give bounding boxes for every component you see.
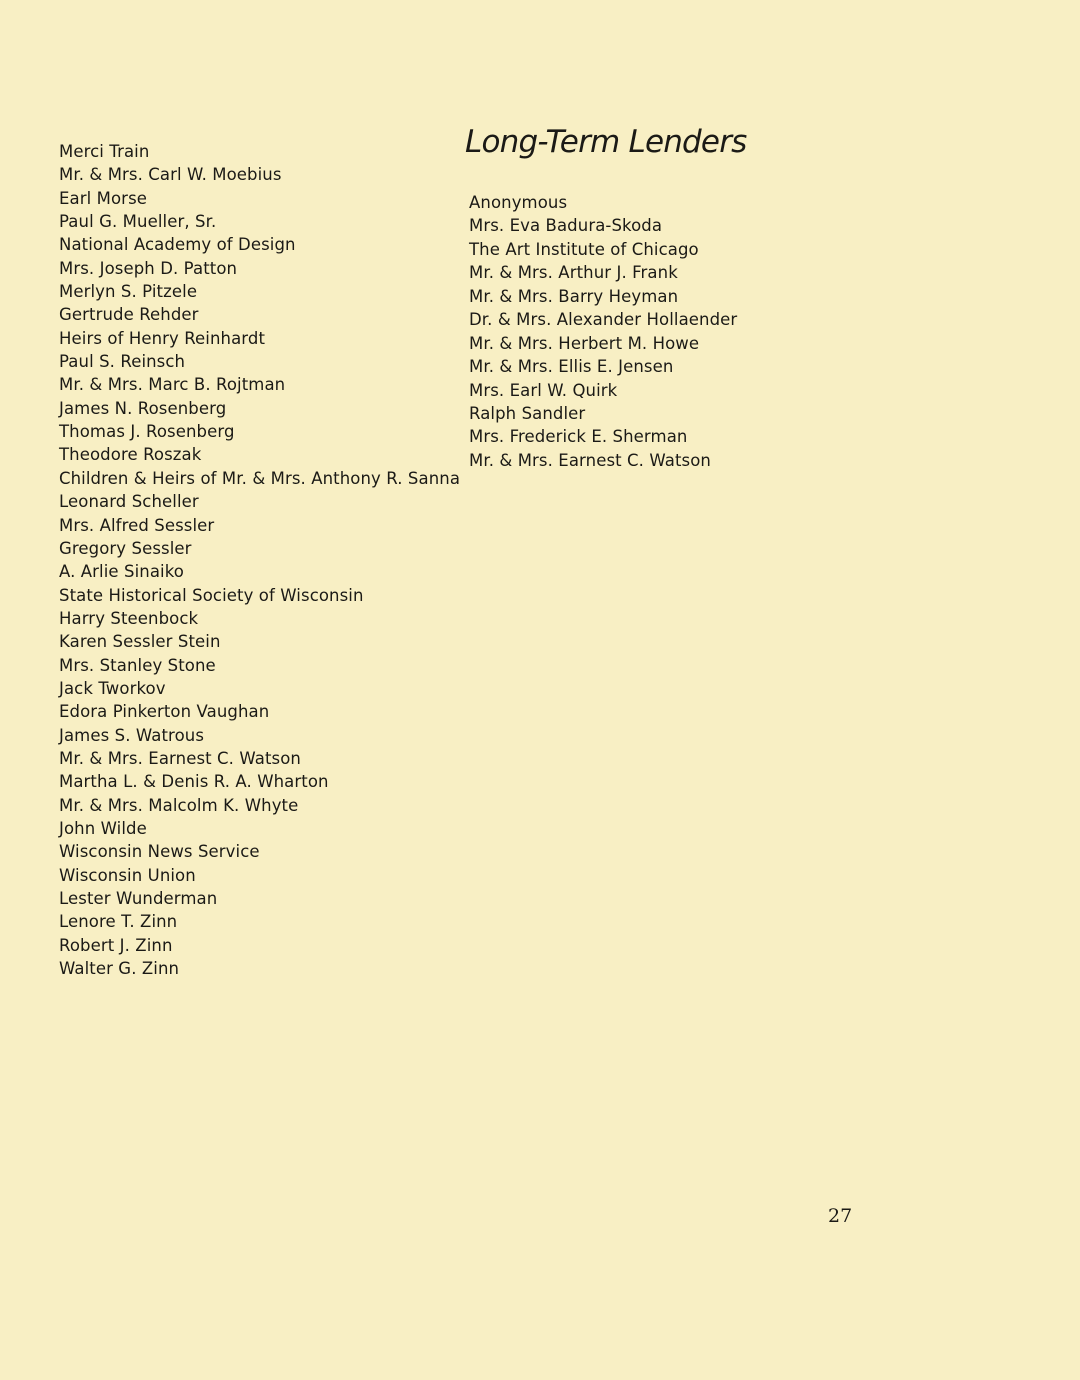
- lender-name: The Art Institute of Chicago: [469, 239, 699, 259]
- donor-name: Karen Sessler Stein: [59, 632, 221, 652]
- lender-name: Mr. & Mrs. Earnest C. Watson: [469, 450, 711, 470]
- lender-name: Mr. & Mrs. Barry Heyman: [469, 286, 679, 306]
- donor-name: Children & Heirs of Mr. & Mrs. Anthony R. Sanna: [59, 468, 461, 488]
- donor-name: Martha L. & Denis R. A. Wharton: [59, 772, 329, 792]
- donor-name: Mr. & Mrs. Marc B. Rojtman: [59, 375, 286, 395]
- donor-name: Harry Steenbock: [59, 608, 199, 628]
- section-heading: Long-Term Lenders: [465, 124, 747, 160]
- lender-name: Mrs. Frederick E. Sherman: [469, 427, 688, 447]
- lender-name: Ralph Sandler: [469, 403, 586, 423]
- lender-name: Anonymous: [469, 193, 568, 212]
- donor-name: Mr. & Mrs. Malcolm K. Whyte: [59, 795, 299, 815]
- donor-name: Merlyn S. Pitzele: [59, 282, 198, 302]
- donor-name: Paul S. Reinsch: [59, 352, 186, 372]
- lender-name: Dr. & Mrs. Alexander Hollaender: [469, 310, 738, 330]
- donor-name: Thomas J. Rosenberg: [59, 422, 235, 442]
- donor-name: Mr. & Mrs. Earnest C. Watson: [59, 748, 301, 768]
- donor-name: State Historical Society of Wisconsin: [59, 585, 364, 605]
- donor-name: John Wilde: [59, 818, 147, 838]
- donor-name: Heirs of Henry Reinhardt: [59, 328, 266, 348]
- donor-name: Robert J. Zinn: [59, 935, 173, 955]
- donor-name: Gertrude Rehder: [59, 305, 199, 325]
- donor-name: Leonard Scheller: [59, 492, 199, 512]
- lender-name: Mr. & Mrs. Herbert M. Howe: [469, 333, 700, 353]
- donor-name: National Academy of Design: [59, 235, 296, 255]
- lender-list: [469, 191, 869, 472]
- lender-name: Mr. & Mrs. Arthur J. Frank: [469, 263, 678, 283]
- donor-name: Gregory Sessler: [59, 538, 192, 558]
- donor-name: Jack Tworkov: [59, 678, 166, 698]
- page-number: 27: [828, 1205, 853, 1227]
- donor-name: Mrs. Stanley Stone: [59, 655, 216, 675]
- donor-name: Wisconsin News Service: [59, 842, 260, 862]
- donor-name: James N. Rosenberg: [59, 398, 227, 418]
- donor-name: Mrs. Joseph D. Patton: [59, 258, 238, 278]
- donor-name: Merci Train: [59, 142, 150, 161]
- lender-name: Mrs. Earl W. Quirk: [469, 380, 618, 400]
- donor-name: Mrs. Alfred Sessler: [59, 515, 215, 535]
- donor-name: Earl Morse: [59, 188, 148, 208]
- donor-name: Theodore Roszak: [59, 445, 202, 465]
- lender-name: Mr. & Mrs. Ellis E. Jensen: [469, 357, 674, 377]
- donor-list: [59, 140, 479, 980]
- donor-name: Paul G. Mueller, Sr.: [59, 212, 217, 232]
- donor-name: A. Arlie Sinaiko: [59, 562, 184, 582]
- donor-name: Mr. & Mrs. Carl W. Moebius: [59, 165, 282, 185]
- donor-name: James S. Watrous: [59, 725, 205, 745]
- lender-name: Mrs. Eva Badura-Skoda: [469, 216, 663, 236]
- donor-name: Lenore T. Zinn: [59, 912, 178, 932]
- donor-name: Wisconsin Union: [59, 865, 196, 885]
- donor-name: Edora Pinkerton Vaughan: [59, 702, 270, 722]
- donor-name: Lester Wunderman: [59, 889, 218, 908]
- donor-name: Walter G. Zinn: [59, 959, 180, 979]
